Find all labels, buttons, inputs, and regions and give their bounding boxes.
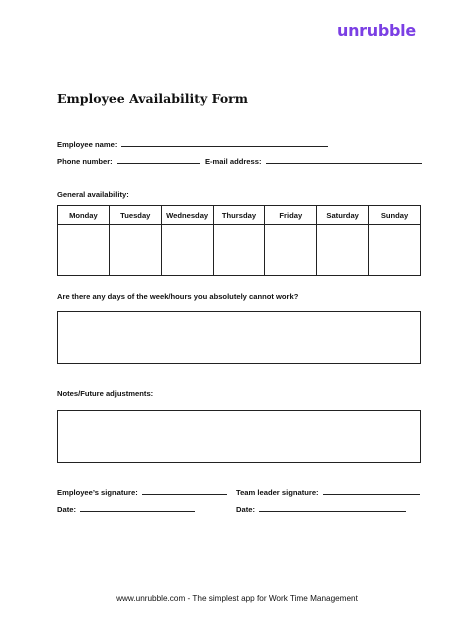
day-header-sunday: Sunday [369, 206, 421, 225]
employee-date-field[interactable] [80, 504, 195, 512]
day-header-friday: Friday [265, 206, 317, 225]
day-header-wednesday: Wednesday [161, 206, 213, 225]
team-leader-signature-label: Team leader signature: [236, 488, 319, 497]
availability-cell-wednesday[interactable] [161, 225, 213, 276]
email-address-label: E-mail address: [204, 157, 262, 166]
notes-textarea[interactable] [57, 410, 421, 463]
team-leader-date-field[interactable] [259, 504, 406, 512]
availability-cell-saturday[interactable] [317, 225, 369, 276]
availability-cell-tuesday[interactable] [109, 225, 161, 276]
day-header-thursday: Thursday [213, 206, 265, 225]
availability-cell-monday[interactable] [58, 225, 110, 276]
cannot-work-textarea[interactable] [57, 311, 421, 364]
employee-date-row [57, 504, 195, 515]
team-leader-date-label: Date: [236, 505, 255, 514]
availability-input-row [58, 225, 421, 276]
day-header-tuesday: Tuesday [109, 206, 161, 225]
employee-name-label: Employee name: [57, 140, 118, 149]
employee-date-label: Date: [57, 505, 76, 514]
availability-header-row [58, 206, 421, 225]
availability-table [57, 205, 421, 276]
team-leader-signature-field[interactable] [323, 487, 420, 495]
employee-name-field[interactable] [121, 139, 328, 147]
form-title: Employee Availability Form [57, 91, 248, 106]
employee-signature-row [57, 487, 227, 498]
day-header-monday: Monday [58, 206, 110, 225]
notes-label: Notes/Future adjustments: [57, 389, 154, 398]
employee-name-row [57, 139, 328, 150]
team-leader-date-row [236, 504, 406, 515]
phone-number-label: Phone number: [57, 157, 113, 166]
day-header-saturday: Saturday [317, 206, 369, 225]
employee-signature-label: Employee’s signature: [57, 488, 138, 497]
availability-cell-friday[interactable] [265, 225, 317, 276]
cannot-work-question: Are there any days of the week/hours you absolutely cannot work? [57, 292, 299, 301]
unrubble-logo: unrubble [337, 21, 416, 40]
general-availability-label: General availability: [57, 190, 129, 199]
phone-number-field[interactable] [117, 156, 200, 164]
availability-cell-thursday[interactable] [213, 225, 265, 276]
availability-cell-sunday[interactable] [369, 225, 421, 276]
team-leader-signature-row [236, 487, 420, 498]
contact-row [57, 156, 422, 167]
employee-signature-field[interactable] [142, 487, 227, 495]
footer-text: www.unrubble.com - The simplest app for Work Time Management [116, 594, 358, 603]
email-address-field[interactable] [266, 156, 422, 164]
